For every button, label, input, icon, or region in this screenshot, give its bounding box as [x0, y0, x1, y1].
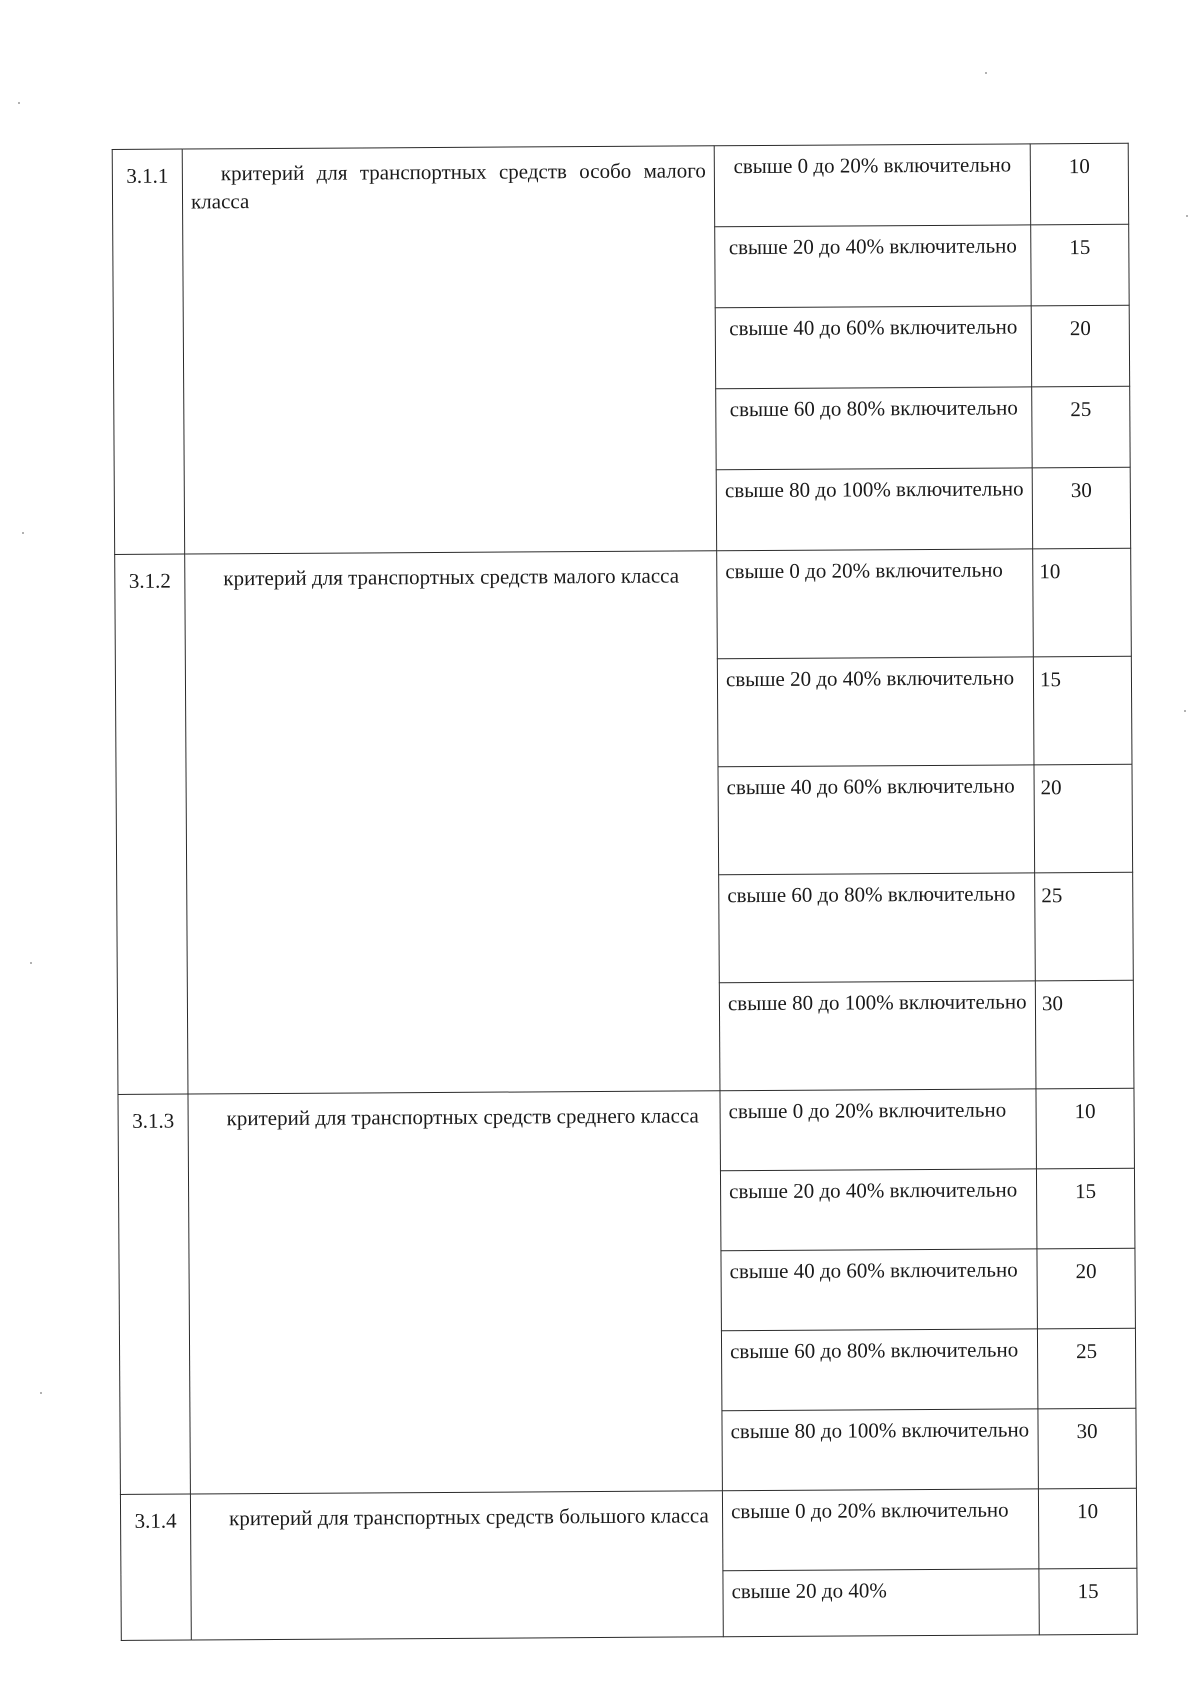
score-cell: 30: [1032, 467, 1130, 549]
table-row: [115, 548, 1132, 662]
criterion-text: критерий для транспортных средств особо малого класса: [182, 146, 716, 554]
range-cell: свыше 20 до 40% включительно: [717, 657, 1034, 767]
score-cell: 10: [1038, 1488, 1136, 1569]
criterion-text: критерий для транспортных средств большого класса: [190, 1491, 723, 1640]
criterion-text: критерий для транспортных средств малого класса: [185, 551, 720, 1094]
score-cell: 25: [1032, 386, 1130, 468]
range-cell: свыше 40 до 60% включительно: [715, 306, 1031, 389]
scan-speck: [40, 1392, 42, 1394]
score-cell: 15: [1033, 656, 1132, 765]
range-cell: свыше 40 до 60% включительно: [721, 1249, 1037, 1331]
range-cell: свыше 20 до 40%: [723, 1569, 1039, 1637]
scan-speck: [1186, 215, 1188, 217]
range-cell: свыше 0 до 20% включительно: [714, 144, 1030, 227]
range-cell: свыше 0 до 20% включительно: [717, 549, 1034, 659]
range-cell: свыше 60 до 80% включительно: [719, 873, 1036, 983]
range-cell: свыше 40 до 60% включительно: [718, 765, 1035, 875]
range-cell: свыше 20 до 40% включительно: [720, 1169, 1036, 1251]
score-cell: 30: [1038, 1408, 1136, 1489]
score-cell: 20: [1034, 764, 1133, 873]
scan-speck: [1184, 710, 1186, 712]
score-cell: 20: [1037, 1248, 1135, 1329]
item-number: 3.1.4: [120, 1494, 191, 1640]
criterion-text: критерий для транспортных средств среднего класса: [188, 1091, 722, 1494]
scan-speck: [30, 962, 32, 964]
item-number: 3.1.2: [115, 554, 188, 1094]
range-cell: свыше 20 до 40% включительно: [715, 225, 1031, 308]
score-cell: 25: [1037, 1328, 1135, 1409]
score-cell: 25: [1035, 872, 1134, 981]
range-cell: свыше 60 до 80% включительно: [716, 387, 1032, 470]
table-row: [112, 143, 1128, 230]
score-cell: 10: [1030, 143, 1128, 225]
score-cell: 30: [1035, 980, 1134, 1089]
range-cell: свыше 80 до 100% включительно: [716, 468, 1032, 551]
table-row: [118, 1088, 1134, 1174]
score-cell: 10: [1033, 548, 1132, 657]
range-cell: свыше 60 до 80% включительно: [721, 1329, 1037, 1411]
range-cell: свыше 0 до 20% включительно: [720, 1089, 1036, 1171]
score-cell: 15: [1036, 1168, 1134, 1249]
item-number: 3.1.1: [112, 149, 184, 554]
score-cell: 20: [1031, 305, 1129, 387]
range-cell: свыше 0 до 20% включительно: [722, 1489, 1038, 1571]
item-number: 3.1.3: [118, 1094, 190, 1494]
score-cell: 10: [1036, 1088, 1134, 1169]
scan-speck: [985, 72, 987, 74]
score-cell: 15: [1039, 1568, 1137, 1635]
scan-speck: [22, 532, 24, 534]
range-cell: свыше 80 до 100% включительно: [719, 981, 1036, 1091]
table-row: [120, 1488, 1136, 1574]
criteria-table: [112, 143, 1138, 1641]
scan-speck: [18, 102, 20, 104]
score-cell: 15: [1031, 224, 1129, 306]
range-cell: свыше 80 до 100% включительно: [722, 1409, 1038, 1491]
